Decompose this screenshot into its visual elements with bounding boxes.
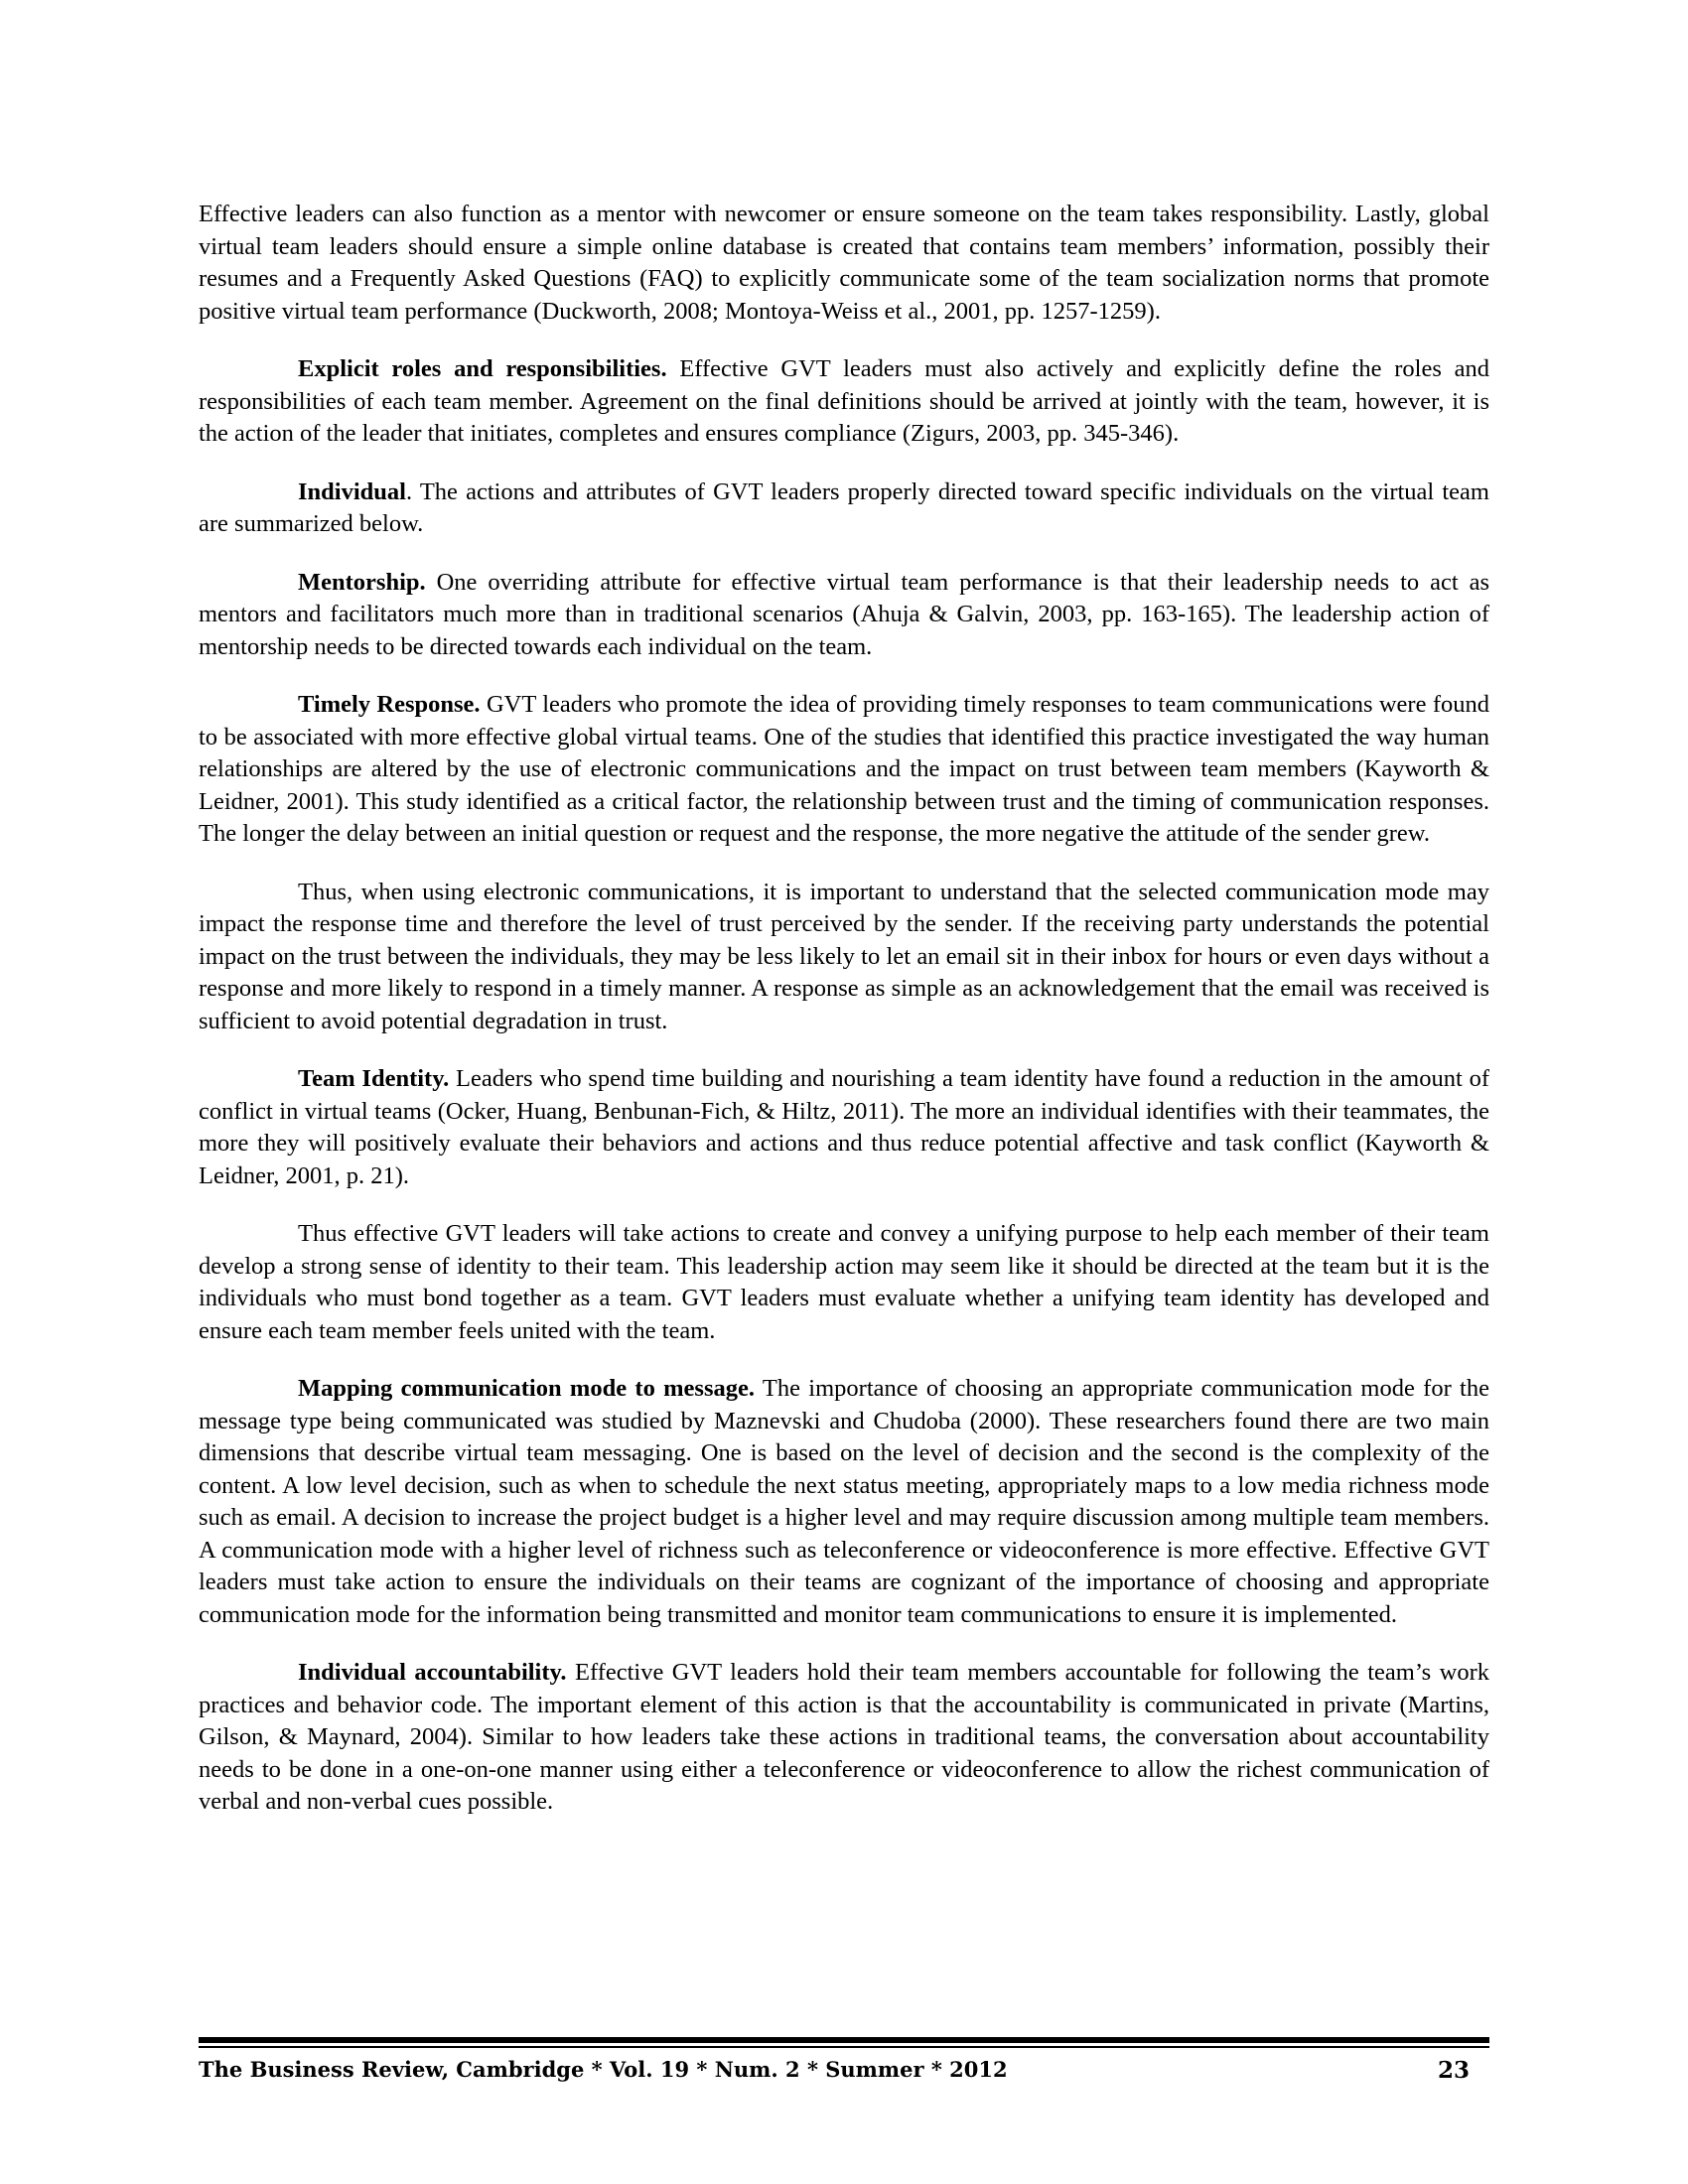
paragraph-individual (199, 477, 1489, 541)
paragraph-text: GVT leaders who promote the idea of providing timely responses to team communications were found to be associated with more effective global virtual teams. One of the studies that identified this practice investigated the way human relationships are altered by the use of electronic communications and the impact on trust between team members (Kayworth & Leidner, 2001). This study identified as a critical factor, the relationship between trust and the timing of communication responses. The longer the delay between an initial question or request and the response, the more negative the attitude of the sender grew. (199, 691, 1489, 847)
paragraph-electronic-communications (199, 877, 1489, 1038)
paragraph-mentorship (199, 567, 1489, 664)
paragraph-text: Effective GVT leaders must also actively and explicitly define the roles and responsibilities of each team member. Agreement on the final definitions should be arrived at jointly with the team, however, it is the action of the leader that initiates, completes and ensures compliance (Zigurs, 2003, pp. 345-346). (199, 355, 1489, 447)
section-heading: Team Identity. (298, 1065, 450, 1092)
paragraph-individual-accountability (199, 1657, 1489, 1819)
section-heading: Timely Response. (298, 691, 481, 718)
section-heading: Mentorship. (298, 568, 426, 596)
journal-citation: The Business Review, Cambridge * Vol. 19 * Num. 2 * Summer * 2012 (199, 2057, 1008, 2082)
section-heading: Explicit roles and responsibilities. (298, 355, 667, 382)
paragraph-text: Effective GVT leaders hold their team members accountable for following the team’s work practices and behavior code. The important element of this action is that the accountability is communicated in private (Martins, Gilson, & Maynard, 2004). Similar to how leaders take these actions in traditional teams, the conversation about accountability needs to be done in a one-on-one manner using either a teleconference or videoconference to allow the richest communication of verbal and non-verbal cues possible. (199, 1659, 1489, 1815)
article-body (199, 199, 1489, 1844)
paragraph-text: . The actions and attributes of GVT leaders properly directed toward specific individuals on the virtual team are summarized below. (199, 478, 1489, 537)
footer-rule-thin (199, 2046, 1489, 2048)
paragraph-explicit-roles (199, 353, 1489, 451)
paragraph-mentor-newcomer (199, 199, 1489, 328)
section-heading: Individual accountability. (298, 1659, 567, 1686)
page-footer (199, 2057, 1489, 2097)
section-heading: Individual (298, 478, 406, 505)
section-heading: Mapping communication mode to message. (298, 1375, 755, 1402)
paragraph-text: Leaders who spend time building and nourishing a team identity have found a reduction in the amount of conflict in virtual teams (Ocker, Huang, Benbunan-Fich, & Hiltz, 2011). The more an individual identifies with their teammates, the more they will positively evaluate their behaviors and actions and thus reduce potential affective and task conflict (Kayworth & Leidner, 2001, p. 21). (199, 1065, 1490, 1189)
paragraph-text: The importance of choosing an appropriate communication mode for the message type being communicated was studied by Maznevski and Chudoba (2000). These researchers found there are two main dimensions that describe virtual team messaging. One is based on the level of decision and the second is the complexity of the content. A low level decision, such as when to schedule the next status meeting, appropriately maps to a low media richness mode such as email. A decision to increase the project budget is a higher level and may require discussion among multiple team members. A communication mode with a higher level of richness such as teleconference or videoconference is more effective. Effective GVT leaders must take action to ensure the individuals on their teams are cognizant of the importance of choosing and appropriate communication mode for the information being transmitted and monitor team communications to ensure it is implemented. (199, 1375, 1489, 1628)
paragraph-team-identity (199, 1063, 1489, 1192)
paragraph-mapping-communication (199, 1373, 1489, 1631)
paragraph-text: One overriding attribute for effective virtual team performance is that their leadership needs to act as mentors and facilitators much more than in traditional scenarios (Ahuja & Galvin, 2003, pp. 163-165). The leadership action of mentorship needs to be directed towards each individual on the team. (199, 568, 1489, 660)
paragraph-text: Thus, when using electronic communications, it is important to understand that the selected communication mode may impact the response time and therefore the level of trust perceived by the sender. If the receiving party understands the potential impact on the trust between the individuals, they may be less likely to let an email sit in their inbox for hours or even days without a response and more likely to respond in a timely manner. A response as simple as an acknowledgement that the email was received is sufficient to avoid potential degradation in trust. (199, 878, 1489, 1034)
footer-rule-thick (199, 2037, 1489, 2043)
paragraph-timely-response (199, 689, 1489, 851)
page-number: 23 (1437, 2057, 1470, 2084)
paragraph-unifying-purpose (199, 1218, 1489, 1347)
paragraph-text: Thus effective GVT leaders will take actions to create and convey a unifying purpose to help each member of their team develop a strong sense of identity to their team. This leadership action may seem like it should be directed at the team but it is the individuals who must bond together as a team. GVT leaders must evaluate whether a unifying team identity has developed and ensure each team member feels united with the team. (199, 1220, 1489, 1344)
paragraph-text: Effective leaders can also function as a mentor with newcomer or ensure someone on the team takes responsibility. Lastly, global virtual team leaders should ensure a simple online database is created that contains team members’ information, possibly their resumes and a Frequently Asked Questions (FAQ) to explicitly communicate some of the team socialization norms that promote positive virtual team performance (Duckworth, 2008; Montoya-Weiss et al., 2001, pp. 1257-1259). (199, 201, 1489, 325)
